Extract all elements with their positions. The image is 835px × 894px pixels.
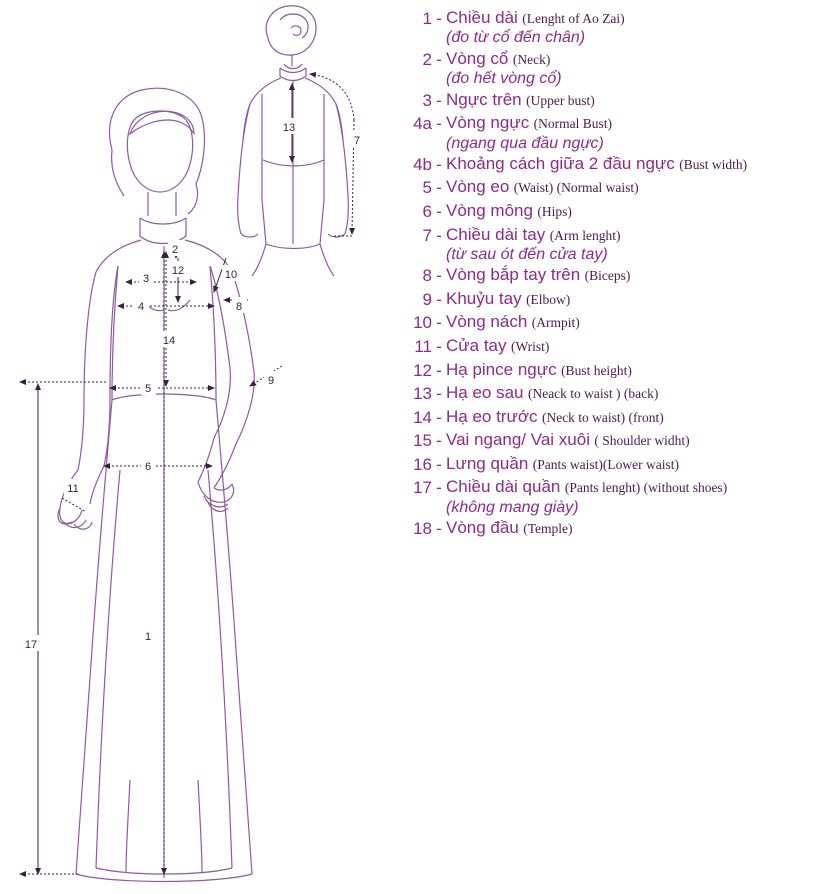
legend-vietnamese: Chiều dài (446, 8, 518, 27)
legend-number: 14 (413, 407, 432, 427)
legend-english: (Upper bust) (526, 92, 595, 108)
legend-text (446, 360, 835, 380)
legend-item-10 (390, 312, 835, 333)
legend-vietnamese: Chiều dài quần (446, 477, 561, 497)
callout-5: 5 (144, 383, 152, 395)
legend-english: (Wrist) (510, 338, 550, 354)
legend-dash: - (436, 266, 442, 286)
legend-item-5 (390, 177, 835, 198)
legend-number: 12 (413, 360, 432, 380)
legend-vietnamese: Vòng eo (446, 177, 510, 197)
legend-item-13 (390, 383, 835, 404)
legend-dash: - (436, 407, 442, 427)
legend-dash: - (436, 9, 442, 28)
legend-dash: - (436, 225, 442, 245)
legend-number: 17 (413, 478, 432, 498)
legend-text (446, 430, 835, 450)
callout-6: 6 (144, 461, 152, 473)
legend-english: (Arm lenght) (549, 227, 621, 243)
legend-dash: - (436, 154, 442, 174)
legend-dash: - (436, 384, 442, 404)
legend-item-16 (390, 454, 835, 475)
legend-english: (Hips) (537, 203, 572, 219)
legend-text (446, 90, 835, 110)
legend-number: 1 (422, 9, 432, 28)
callout-7: 7 (353, 135, 361, 147)
legend-number: 11 (414, 336, 432, 356)
legend-dash: - (436, 201, 442, 221)
legend-text (446, 289, 835, 309)
legend-dash: - (436, 114, 442, 134)
legend-text (446, 265, 835, 285)
legend-dash: - (436, 454, 442, 474)
legend-english: (Elbow) (526, 291, 571, 307)
legend-vietnamese: Hạ pince ngực (446, 359, 557, 379)
legend-subtitle: (từ sau ót đến cửa tay) (446, 245, 608, 263)
legend-text (446, 201, 835, 221)
legend-item-8 (390, 265, 835, 286)
legend-vietnamese: Khuỷu tay (446, 288, 522, 308)
legend-vietnamese: Vòng đầu (446, 518, 519, 538)
legend-text (446, 177, 835, 197)
legend-english: (Normal Bust) (533, 116, 613, 132)
legend-english: (Neack to waist ) (back) (527, 386, 659, 402)
legend-dash: - (436, 289, 442, 309)
callout-13: 13 (282, 122, 296, 134)
callout-12: 12 (171, 265, 185, 277)
legend-english: (Neck) (512, 51, 551, 67)
legend-number: 6 (422, 201, 432, 221)
legend-vietnamese: Vai ngang/ Vai xuôi (446, 430, 590, 450)
legend-vietnamese: Cửa tay (446, 335, 507, 355)
legend-dash: - (436, 49, 442, 69)
legend-number: 7 (422, 225, 432, 245)
callout-11: 11 (67, 483, 79, 495)
legend-item-4a (390, 113, 835, 153)
callout-4: 4 (137, 301, 145, 313)
legend-number: 4b (413, 154, 432, 174)
legend-item-11 (390, 336, 835, 357)
legend-number: 13 (413, 384, 432, 404)
callout-3: 3 (142, 273, 150, 285)
legend-number: 2 (422, 49, 432, 69)
legend-english: ( Shoulder widht) (594, 433, 690, 449)
legend-number: 15 (413, 431, 432, 451)
legend-item-14 (390, 407, 835, 428)
legend-item-1 (390, 8, 835, 48)
legend-english: (Biceps) (584, 268, 631, 284)
legend-english: (Bust height) (561, 362, 632, 378)
legend-panel (390, 0, 835, 894)
legend-text (446, 477, 835, 517)
legend-number: 4a (413, 114, 432, 134)
legend-english: (Waist) (Normal waist) (513, 180, 639, 196)
legend-text (446, 113, 835, 153)
legend-vietnamese: Vòng ngực (446, 113, 530, 133)
legend-number: 3 (422, 90, 432, 110)
callout-17: 17 (24, 639, 38, 651)
legend-dash: - (436, 313, 442, 333)
legend-item-7 (390, 225, 835, 265)
legend-number: 10 (413, 313, 432, 333)
callout-10: 10 (224, 269, 238, 281)
figure-illustration (0, 0, 390, 894)
legend-vietnamese: Ngực trên (446, 89, 522, 109)
legend-english: (Pants lenght) (without shoes) (564, 480, 728, 496)
legend-text (446, 407, 835, 427)
legend-vietnamese: Lưng quần (446, 453, 529, 473)
legend-text (446, 518, 835, 538)
legend-text (446, 8, 835, 48)
legend-vietnamese: Chiều dài tay (446, 224, 546, 244)
legend-dash: - (436, 431, 442, 451)
legend-vietnamese: Hạ eo sau (446, 383, 524, 403)
legend-vietnamese: Vòng cổ (446, 48, 509, 68)
legend-dash: - (436, 178, 442, 198)
legend-item-18 (390, 518, 835, 539)
legend-number: 8 (422, 266, 432, 286)
legend-text (446, 383, 835, 403)
legend-number: 18 (413, 519, 432, 539)
figure-panel (0, 0, 390, 894)
legend-english: (Armpit) (531, 315, 580, 331)
callout-8: 8 (235, 301, 243, 313)
legend-text (446, 225, 835, 265)
legend-english: (Pants waist)(Lower waist) (532, 456, 679, 472)
legend-dash: - (436, 90, 442, 110)
legend-text (446, 49, 835, 89)
legend-dash: - (436, 478, 442, 498)
legend-text (446, 336, 835, 356)
legend-item-9 (390, 289, 835, 310)
legend-number: 9 (422, 289, 432, 309)
callout-9: 9 (267, 375, 275, 387)
legend-vietnamese: Vòng mông (446, 200, 533, 220)
legend-subtitle: (đo từ cổ đến chân) (446, 29, 586, 47)
legend-english: (Bust width) (679, 156, 748, 172)
legend-item-17 (390, 477, 835, 517)
legend-item-12 (390, 360, 835, 381)
legend-vietnamese: Vòng nách (446, 312, 528, 332)
legend-vietnamese: Hạ eo trước (446, 406, 538, 426)
legend-text (446, 454, 835, 474)
legend-subtitle: (không mang giày) (446, 498, 579, 516)
legend-text (446, 312, 835, 332)
legend-english: (Neck to waist) (front) (541, 409, 664, 425)
legend-item-4b (390, 154, 835, 175)
legend-english: (Lenght of Ao Zai) (522, 11, 625, 26)
figure-callout-labels (22, 118, 365, 651)
legend-english: (Temple) (523, 521, 573, 537)
legend-item-15 (390, 430, 835, 451)
legend-vietnamese: Khoảng cách giữa 2 đầu ngực (446, 153, 675, 173)
legend-subtitle: (ngang qua đầu ngực) (446, 134, 604, 152)
legend-text (446, 154, 835, 174)
legend-number: 5 (422, 178, 432, 198)
legend-vietnamese: Vòng bắp tay trên (446, 265, 581, 285)
legend-item-3 (390, 90, 835, 111)
callout-14: 14 (162, 335, 176, 347)
legend-dash: - (436, 360, 442, 380)
callout-1: 1 (144, 631, 152, 643)
legend-dash: - (436, 519, 442, 539)
legend-number: 16 (413, 454, 432, 474)
legend-subtitle: (đo hết vòng cổ) (446, 70, 562, 88)
legend-item-6 (390, 201, 835, 222)
legend-dash: - (436, 336, 442, 356)
callout-2: 2 (171, 244, 179, 256)
legend-item-2 (390, 49, 835, 89)
